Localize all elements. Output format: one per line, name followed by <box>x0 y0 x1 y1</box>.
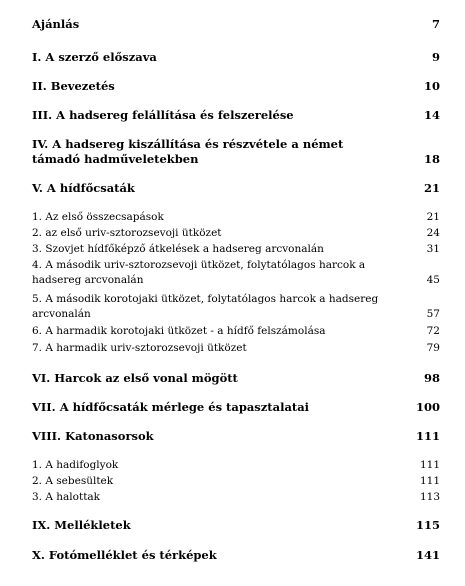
toc-entry-page: 98 <box>423 371 440 385</box>
toc-entry-title: 1. Az első összecsapások <box>32 211 164 223</box>
toc-entry-title: 1. A hadifoglyok <box>32 459 119 471</box>
toc-entry-title: 6. A harmadik korotojaki ütközet - a hídfő felszámolása <box>32 325 326 337</box>
toc-entry-section <box>32 258 440 288</box>
toc-entry-page: 79 <box>426 342 440 354</box>
toc-entry-section <box>32 210 440 225</box>
toc-entry-title: 3. Szovjet hídfőképző átkelések a hadsereg arcvonalán <box>32 243 324 255</box>
toc-entry-section <box>32 242 440 257</box>
toc-entry-chapter-2 <box>32 79 440 94</box>
toc-entry-title: VIII. Katonasorsok <box>32 429 154 443</box>
toc-entry-chapter-9 <box>32 518 440 533</box>
toc-entry-section <box>32 324 440 339</box>
toc-entry-ajanlas <box>32 17 440 32</box>
toc-entry-chapter-4 <box>32 137 440 167</box>
toc-entry-page: 113 <box>419 491 440 503</box>
toc-entry-page: 100 <box>415 400 440 414</box>
toc-entry-page: 18 <box>423 152 440 166</box>
toc-entry-page: 72 <box>426 325 440 337</box>
toc-entry-section <box>32 474 440 489</box>
toc-entry-section <box>32 292 440 322</box>
toc-entry-title: X. Fotómelléklet és térképek <box>32 548 217 562</box>
toc-entry-page: 9 <box>431 50 440 64</box>
toc-entry-chapter-5 <box>32 181 440 196</box>
toc-entry-title: 4. A második uriv-sztorozsevoji ütközet, folytatólagos harcok a hadsereg arcvonalán <box>32 259 366 286</box>
toc-entry-title: I. A szerző előszava <box>32 50 157 64</box>
toc-entry-chapter-6 <box>32 371 440 386</box>
toc-entry-page: 24 <box>426 227 440 239</box>
toc-entry-page: 141 <box>415 548 440 562</box>
toc-entry-page: 21 <box>423 181 440 195</box>
toc-entry-chapter-7 <box>32 400 440 415</box>
toc-entry-title: Ajánlás <box>32 17 80 31</box>
toc-entry-page: 10 <box>423 79 440 93</box>
toc-entry-title: 2. A sebesültek <box>32 475 114 487</box>
toc-entry-title: IV. A hadsereg kiszállítása és részvétele a német támadó hadműveletekben <box>32 137 344 166</box>
toc-entry-title: V. A hídfőcsaták <box>32 181 135 195</box>
toc-entry-title: VI. Harcok az első vonal mögött <box>32 371 238 385</box>
toc-entry-chapter-3 <box>32 108 440 123</box>
toc-entry-page: 111 <box>419 459 440 471</box>
toc-entry-section <box>32 458 440 473</box>
toc-entry-title: IX. Mellékletek <box>32 518 131 532</box>
toc-entry-section <box>32 226 440 241</box>
toc-entry-title: VII. A hídfőcsaták mérlege és tapasztalatai <box>32 400 310 414</box>
toc-entry-title: 7. A harmadik uriv-sztorozsevoji ütközet <box>32 342 247 354</box>
toc-entry-chapter-10 <box>32 548 440 563</box>
toc-entry-section <box>32 341 440 356</box>
toc-entry-chapter-1 <box>32 50 440 65</box>
toc-entry-chapter-8 <box>32 429 440 444</box>
toc-entry-title: III. A hadsereg felállítása és felszerelése <box>32 108 294 122</box>
toc-entry-page: 115 <box>415 518 440 532</box>
toc-entry-title: 5. A második korotojaki ütközet, folytatólagos harcok a hadsereg arcvonalán <box>32 293 379 320</box>
toc-entry-page: 31 <box>426 243 440 255</box>
toc-entry-page: 111 <box>415 429 440 443</box>
toc-entry-page: 111 <box>419 475 440 487</box>
toc-entry-page: 14 <box>423 108 440 122</box>
toc-entry-page: 7 <box>431 17 440 31</box>
toc-entry-page: 45 <box>426 274 440 286</box>
toc-entry-page: 21 <box>426 211 440 223</box>
toc-entry-section <box>32 490 440 505</box>
toc-entry-title: II. Bevezetés <box>32 79 115 93</box>
toc-entry-title: 2. az első uriv-sztorozsevoji ütközet <box>32 227 222 239</box>
toc-entry-title: 3. A halottak <box>32 491 101 503</box>
toc-entry-page: 57 <box>426 308 440 320</box>
